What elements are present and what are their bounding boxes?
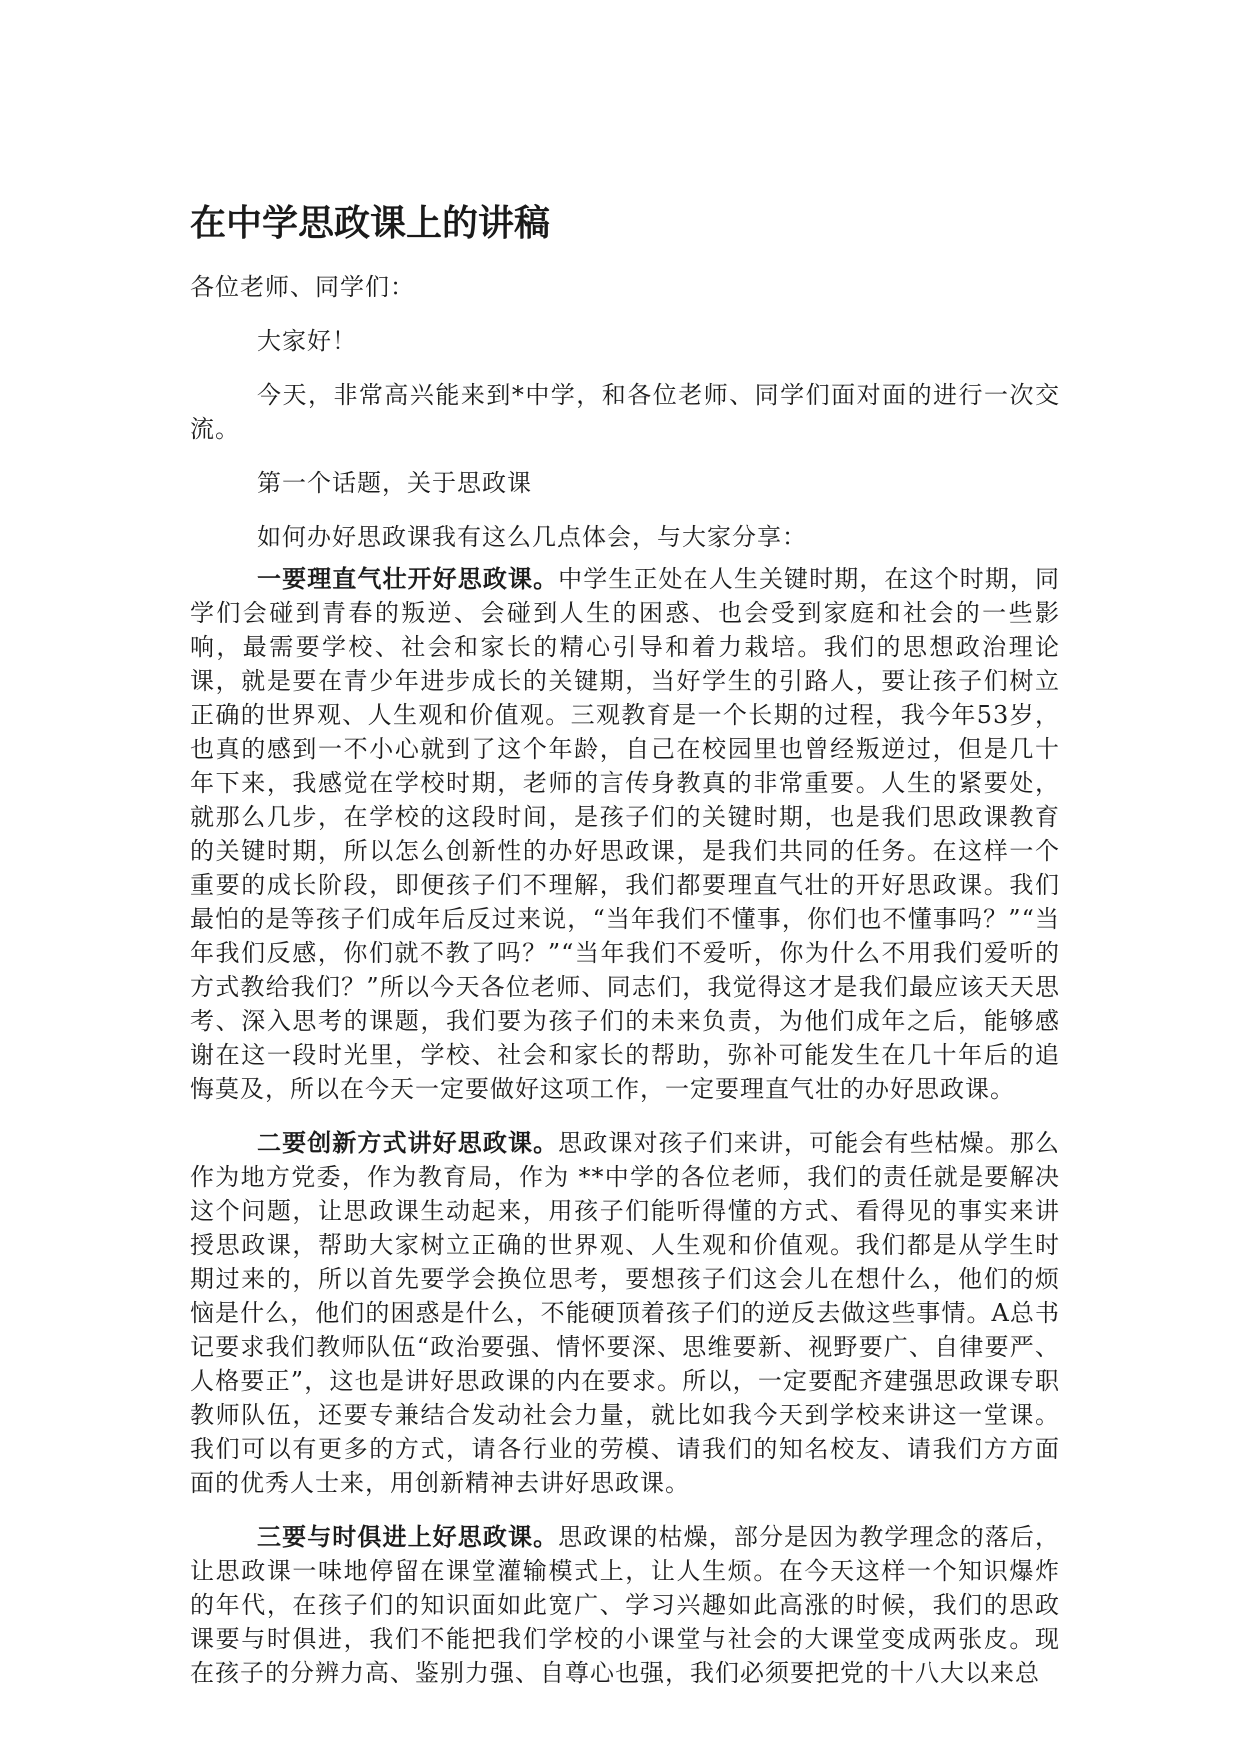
point-lead-2: 二要创新方式讲好思政课。 xyxy=(257,1128,559,1157)
point-body-1: 中学生正处在人生关键时期，在这个时期，同学们会碰到青春的叛逆、会碰到人生的困惑、也会受到家庭和社会的一些影响，最需要学校、社会和家长的精心引导和着力栽培。我们的思想政治理论课，就是要在青少年进步成长的关键期，当好学生的引路人，要让孩子们树立正确的世界观、人生观和价值观。三观教育是一个长期的过程，我今年53岁，也真的感到一不小心就到了这个年龄，自己在校园里也曾经叛逆过，但是几十年下来，我感觉在学校时期，老师的言传身教真的非常重要。人生的紧要处，就那么几步，在学校的这段时间，是孩子们的关键时期，也是我们思政课教育的关键时期，所以怎么创新性的办好思政课，是我们共同的任务。在这样一个重要的成长阶段，即便孩子们不理解，我们都要理直气壮的开好思政课。我们最怕的是等孩子们成年后反过来说，“当年我们不懂事，你们也不懂事吗？”“当年我们反感，你们就不教了吗？”“当年我们不爱听，你为什么不用我们爱听的方式教给我们？”所以今天各位老师、同志们，我觉得这才是我们最应该天天思考、深入思考的课题，我们要为孩子们的未来负责，为他们成年之后，能够感谢在这一段时光里，学校、社会和家长的帮助，弥补可能发生在几十年后的追悔莫及，所以在今天一定要做好这项工作，一定要理直气壮的办好思政课。 xyxy=(190,565,1061,1103)
point-paragraph-3 xyxy=(190,1520,1060,1690)
point-paragraph-1 xyxy=(190,562,1060,1106)
greeting-paragraph: 大家好！ xyxy=(257,327,357,355)
point-body-2: 思政课对孩子们来讲，可能会有些枯燥。那么作为地方党委，作为教育局，作为 **中学的各位老师，我们的责任就是要解决这个问题，让思政课生动起来，用孩子们能听得懂的方式、看得见的事实来讲授思政课，帮助大家树立正确的世界观、人生观和价值观。我们都是从学生时期过来的，所以首先要学会换位思考，要想孩子们这会儿在想什么，他们的烦恼是什么，他们的困惑是什么，不能硬顶着孩子们的逆反去做这些事情。A总书记要求我们教师队伍“政治要强、情怀要深、思维要新、视野要广、自律要严、人格要正”，这也是讲好思政课的内在要求。所以，一定要配齐建强思政课专职教师队伍，还要专兼结合发动社会力量，就比如我今天到学校来讲这一堂课。我们可以有更多的方式，请各行业的劳模、请我们的知名校友、请我们方方面面的优秀人士来，用创新精神去讲好思政课。 xyxy=(190,1129,1061,1497)
document-page xyxy=(190,200,1060,1710)
point-body-3: 思政课的枯燥，部分是因为教学理念的落后，让思政课一味地停留在课堂灌输模式上，让人生烦。在今天这样一个知识爆炸的年代，在孩子们的知识面如此宽广、学习兴趣如此高涨的时候，我们的思政课要与时俱进，我们不能把我们学校的小课堂与社会的大课堂变成两张皮。现在孩子的分辨力高、鉴别力强、自尊心也强，我们必须要把党的十八大以来总 xyxy=(190,1523,1061,1687)
point-lead-3: 三要与时俱进上好思政课。 xyxy=(257,1522,559,1551)
intro-paragraph: 今天，非常高兴能来到*中学，和各位老师、同学们面对面的进行一次交流。 xyxy=(190,381,1060,443)
salutation: 各位老师、同学们： xyxy=(190,273,415,301)
topic-paragraph: 第一个话题，关于思政课 xyxy=(257,469,532,497)
point-lead-1: 一要理直气壮开好思政课。 xyxy=(257,564,559,593)
document-title: 在中学思政课上的讲稿 xyxy=(190,203,551,244)
point-paragraph-2 xyxy=(190,1126,1060,1500)
share-paragraph: 如何办好思政课我有这么几点体会，与大家分享： xyxy=(257,523,807,551)
